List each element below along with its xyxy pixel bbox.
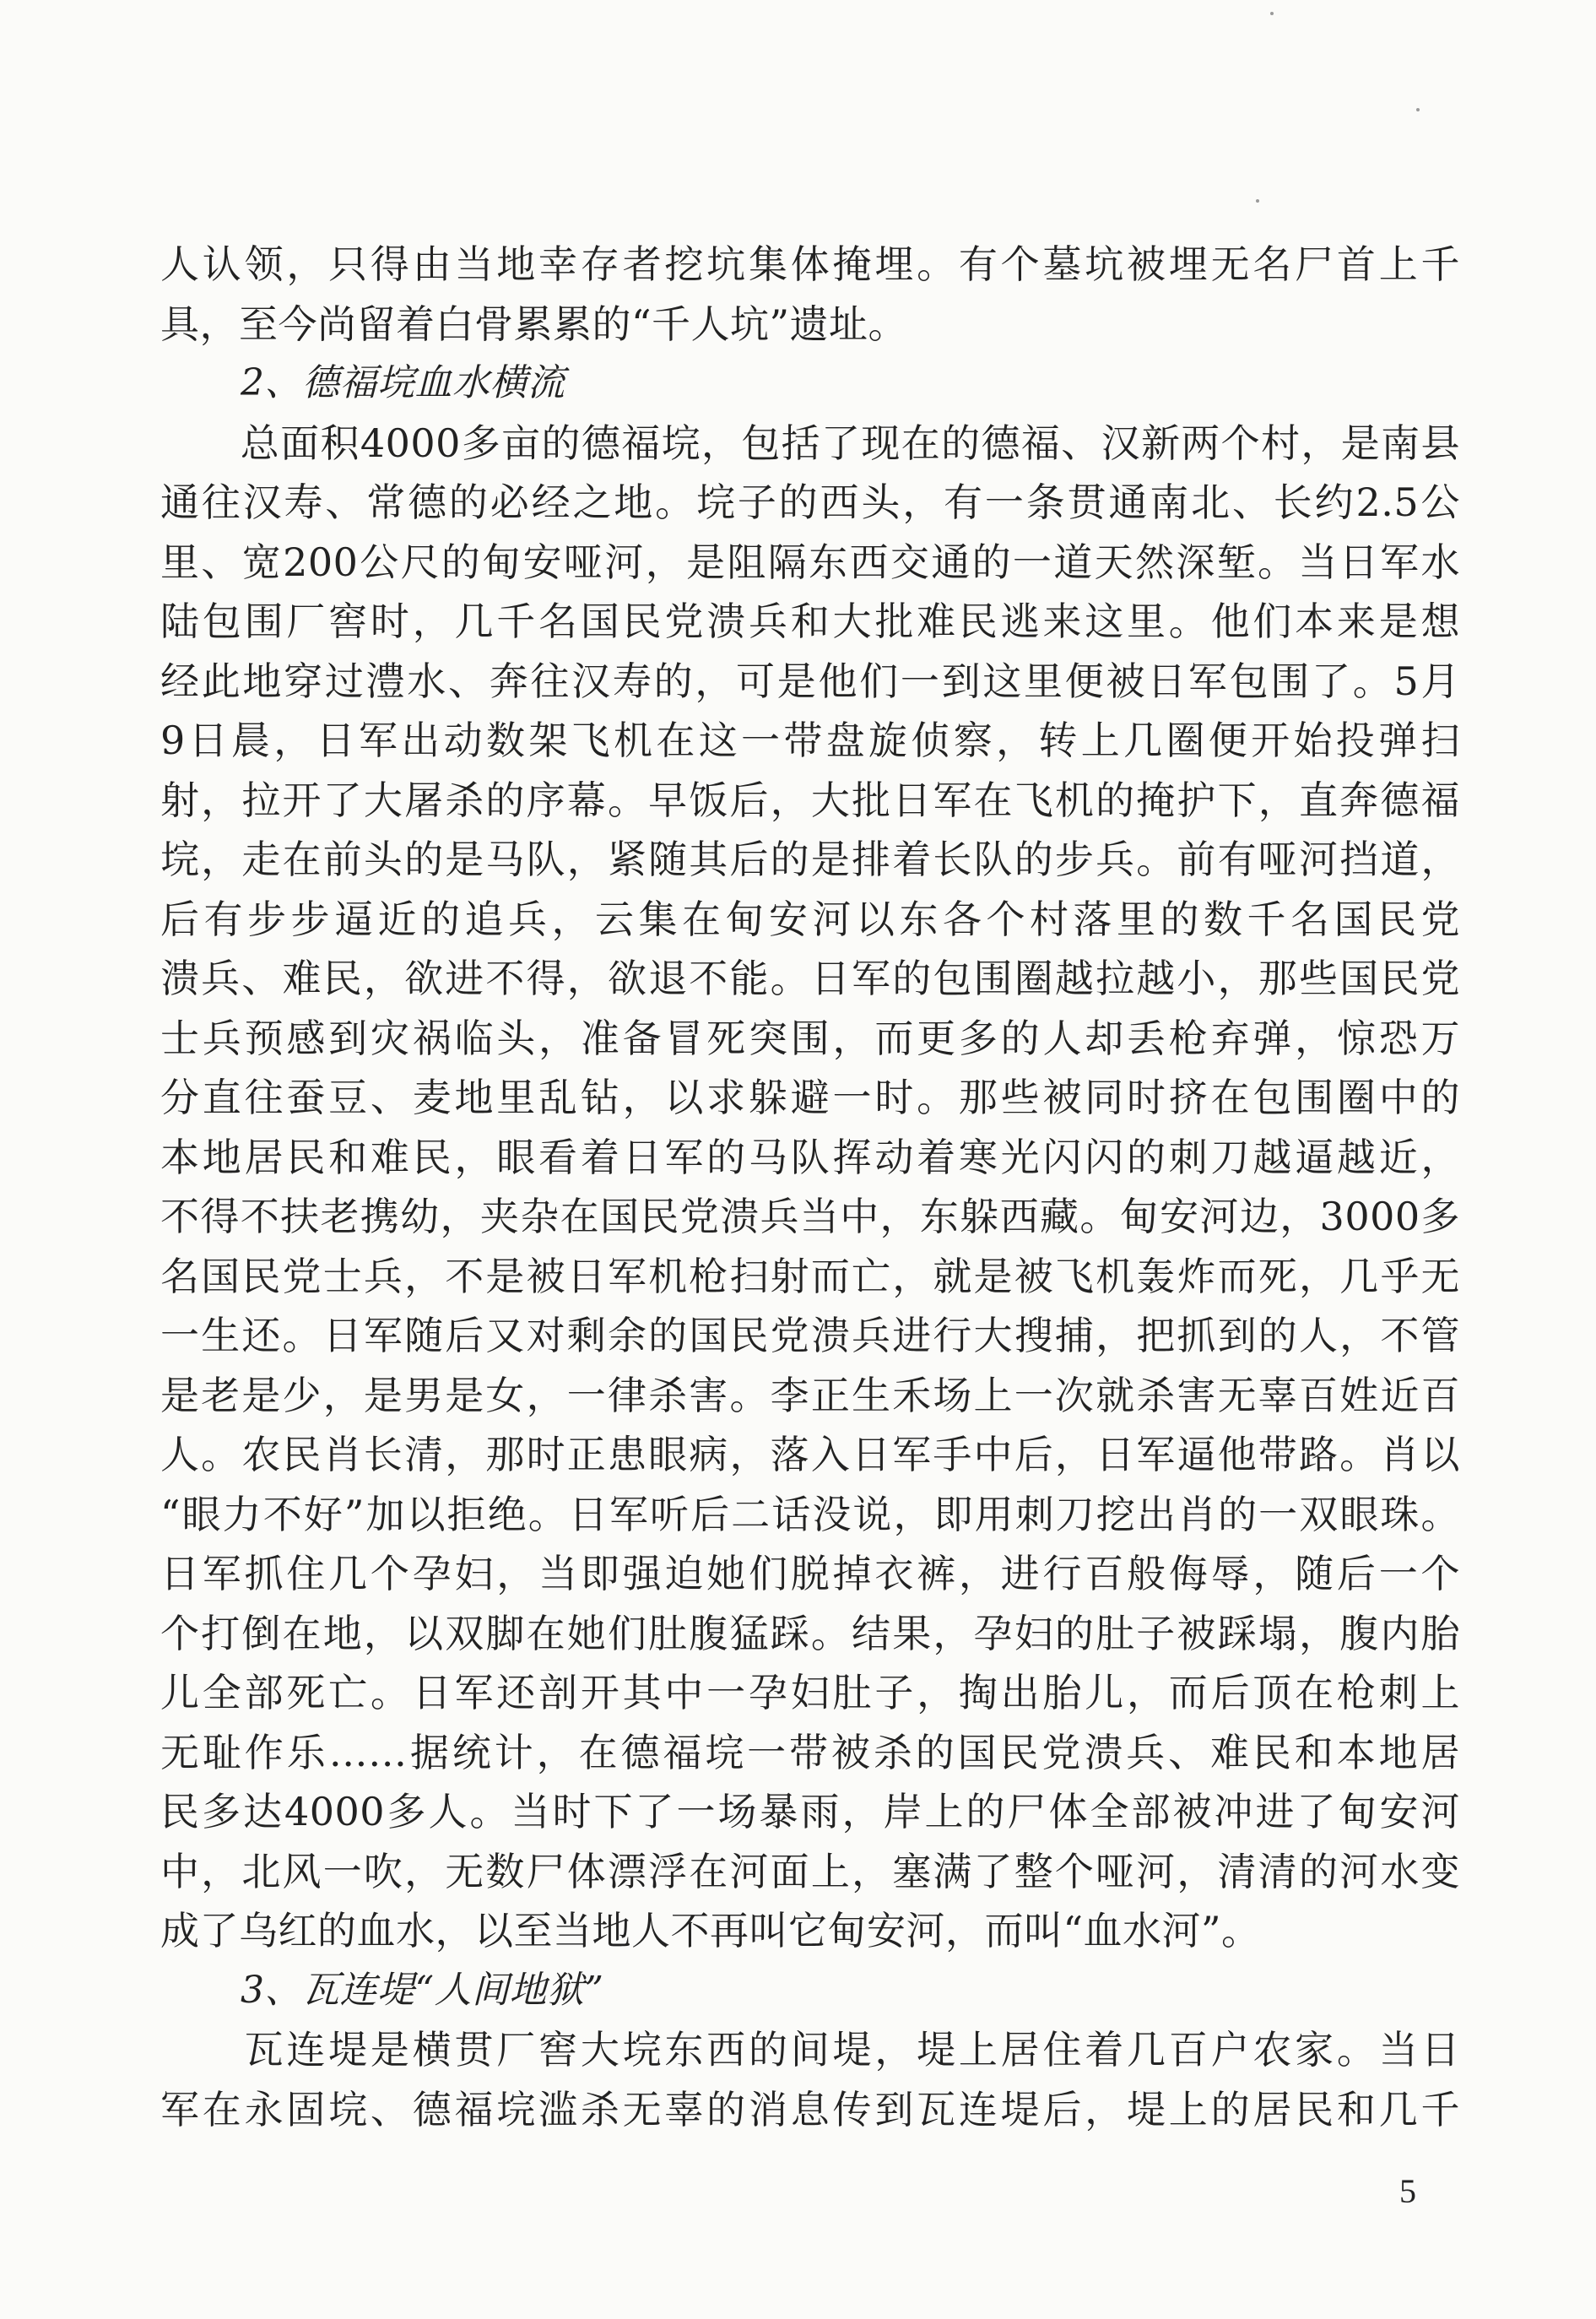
text-line: 一生还。日军随后又对剩余的国民党溃兵进行大搜捕，把抓到的人，不管 — [160, 1313, 1460, 1358]
text-line: 后有步步逼近的追兵，云集在甸安河以东各个村落里的数千名国民党 — [160, 896, 1460, 942]
body-text — [160, 235, 1460, 2139]
text-line: 军在永固垸、德福垸滥杀无辜的消息传到瓦连堤后，堤上的居民和几千 — [160, 2086, 1460, 2132]
text-line: 成了乌红的血水，以至当地人不再叫它甸安河，而叫“血水河”。 — [160, 1908, 1261, 1953]
text-line: “眼力不好”加以拒绝。日军听后二话没说，即用刺刀挖出肖的一双眼珠。 — [160, 1491, 1460, 1537]
text-line: 溃兵、难民，欲进不得，欲退不能。日军的包围圈越拉越小，那些国民党 — [160, 956, 1460, 1001]
text-line: 日军抓住几个孕妇，当即强迫她们脱掉衣裤，进行百般侮辱，随后一个 — [160, 1551, 1460, 1596]
scan-speck — [1416, 108, 1420, 111]
text-line: 9日晨，日军出动数架飞机在这一带盘旋侦察，转上几圈便开始投弹扫 — [160, 718, 1460, 763]
scan-speck — [1256, 199, 1259, 203]
text-line: 无耻作乐……据统计，在德福垸一带被杀的国民党溃兵、难民和本地居 — [160, 1729, 1460, 1775]
section-heading: 3、瓦连堤“人间地狱” — [241, 1968, 604, 2012]
text-line: 总面积4000多亩的德福垸，包括了现在的德福、汉新两个村，是南县 — [160, 420, 1460, 466]
text-line: 经此地穿过澧水、奔往汉寿的，可是他们一到这里便被日军包围了。5月 — [160, 658, 1460, 704]
section-heading: 2、德福垸血水横流 — [241, 361, 565, 404]
scan-speck — [1270, 12, 1274, 15]
text-line: 瓦连堤是横贯厂窖大垸东西的间堤，堤上居住着几百户农家。当日 — [160, 2027, 1460, 2072]
text-line: 本地居民和难民，眼看着日军的马队挥动着寒光闪闪的刺刀越逼越近， — [160, 1134, 1460, 1180]
text-line: 民多达4000多人。当时下了一场暴雨，岸上的尸体全部被冲进了甸安河 — [160, 1789, 1460, 1834]
page-number: 5 — [1399, 2172, 1416, 2210]
text-line: 是老是少，是男是女，一律杀害。李正生禾场上一次就杀害无辜百姓近百 — [160, 1372, 1460, 1418]
text-line: 射，拉开了大屠杀的序幕。早饭后，大批日军在飞机的掩护下，直奔德福 — [160, 777, 1460, 823]
text-line: 不得不扶老携幼，夹杂在国民党溃兵当中，东躲西藏。甸安河边，3000多 — [160, 1194, 1460, 1239]
text-line: 陆包围厂窖时，几千名国民党溃兵和大批难民逃来这里。他们本来是想 — [160, 599, 1460, 644]
text-line: 士兵预感到灾祸临头，准备冒死突围，而更多的人却丢枪弃弹，惊恐万 — [160, 1015, 1460, 1061]
text-line: 人。农民肖长清，那时正患眼病，落入日军手中后，日军逼他带路。肖以 — [160, 1432, 1460, 1477]
text-line: 人认领，只得由当地幸存者挖坑集体掩埋。有个墓坑被埋无名尸首上千 — [160, 241, 1460, 287]
text-line: 分直往蚕豆、麦地里乱钻，以求躲避一时。那些被同时挤在包围圈中的 — [160, 1075, 1460, 1120]
text-line: 具，至今尚留着白骨累累的“千人坑”遗址。 — [160, 301, 908, 347]
text-line: 中，北风一吹，无数尸体漂浮在河面上，塞满了整个哑河，清清的河水变 — [160, 1848, 1460, 1894]
text-line: 垸，走在前头的是马队，紧随其后的是排着长队的步兵。前有哑河挡道， — [160, 837, 1460, 882]
text-line: 儿全部死亡。日军还剖开其中一孕妇肚子，掏出胎儿，而后顶在枪刺上 — [160, 1670, 1460, 1715]
text-line: 通往汉寿、常德的必经之地。垸子的西头，有一条贯通南北、长约2.5公 — [160, 480, 1460, 525]
text-line: 里、宽200公尺的甸安哑河，是阻隔东西交通的一道天然深堑。当日军水 — [160, 539, 1460, 585]
text-line: 名国民党士兵，不是被日军机枪扫射而亡，就是被飞机轰炸而死，几乎无 — [160, 1253, 1460, 1299]
text-line: 个打倒在地，以双脚在她们肚腹猛踩。结果，孕妇的肚子被踩塌，腹内胎 — [160, 1610, 1460, 1656]
